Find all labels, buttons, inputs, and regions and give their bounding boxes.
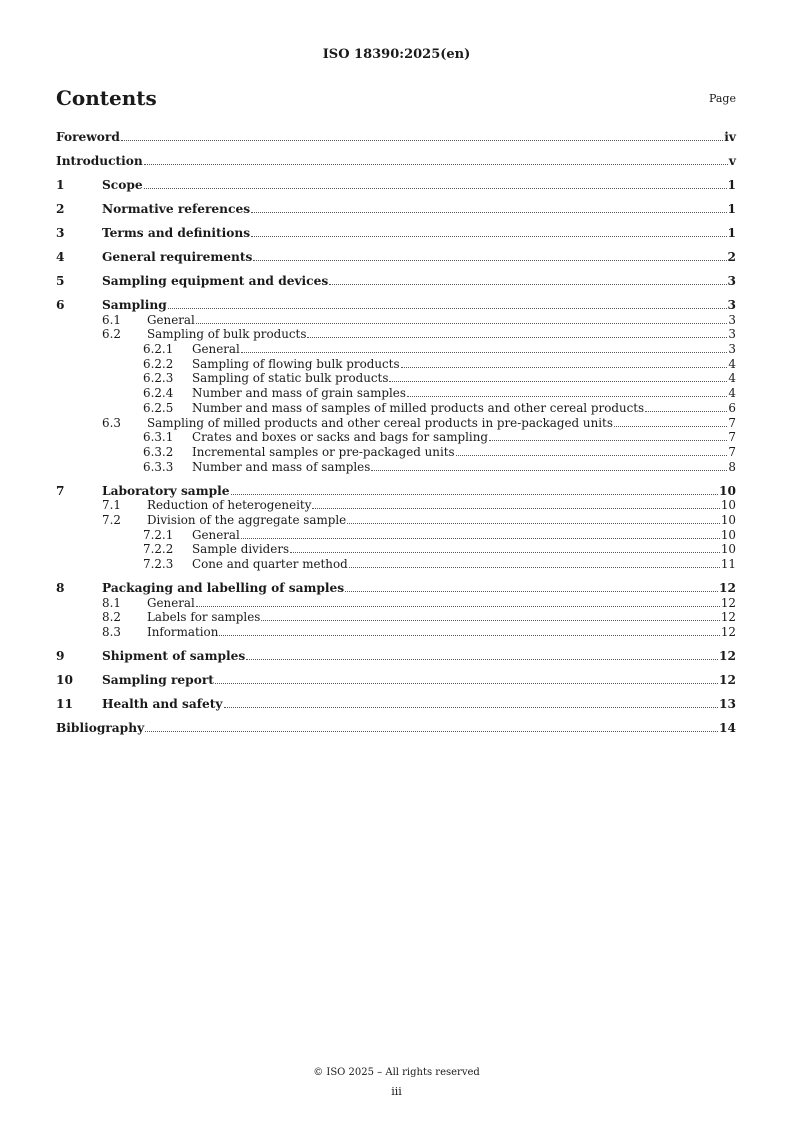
- toc-entry[interactable]: [56, 483, 736, 498]
- dot-leader: [307, 337, 727, 338]
- toc-entry-page: 12: [719, 581, 736, 595]
- toc-entry-page: iv: [724, 130, 736, 144]
- toc-entry-number: 6.3: [102, 415, 121, 430]
- toc-entry[interactable]: [56, 696, 736, 711]
- toc-entry-label: Crates and boxes or sacks and bags for sampling: [192, 430, 488, 445]
- toc-entry-page: 6: [728, 400, 736, 415]
- toc-entry-page: 10: [720, 542, 736, 557]
- toc-entry-page: 12: [720, 625, 736, 640]
- dot-leader: [371, 470, 727, 471]
- toc-entry-label: Sampling of flowing bulk products: [192, 356, 400, 371]
- toc-entry-label: Shipment of samples: [102, 649, 246, 664]
- dot-leader: [349, 567, 720, 568]
- toc-entry[interactable]: [56, 580, 736, 595]
- dot-leader: [231, 494, 719, 495]
- toc-entry[interactable]: [56, 249, 736, 264]
- toc-entry-number: 4: [56, 250, 65, 264]
- dot-leader: [215, 683, 718, 684]
- toc-entry[interactable]: [56, 312, 736, 327]
- dot-leader: [144, 164, 728, 165]
- toc-entry-number: 10: [56, 673, 73, 688]
- toc-entry-page: 10: [720, 512, 736, 527]
- toc-entry-page: 12: [719, 649, 736, 664]
- toc-entry-page: 8: [728, 459, 736, 474]
- toc-entry-page: 13: [719, 697, 736, 712]
- toc-entry-page: 12: [720, 595, 736, 610]
- toc-entry[interactable]: [56, 327, 736, 342]
- dot-leader: [614, 426, 727, 427]
- toc-entry-number: 7.2.3: [143, 557, 174, 571]
- toc-entry-label: Sampling: [102, 298, 167, 312]
- toc-entry-page: 11: [720, 557, 736, 571]
- table-of-contents: [56, 129, 736, 735]
- toc-entry-label: Division of the aggregate sample: [147, 512, 347, 527]
- toc-entry-label: Foreword: [56, 130, 120, 144]
- dot-leader: [168, 308, 727, 309]
- page-number: iii: [391, 1085, 402, 1098]
- toc-entry[interactable]: [56, 595, 736, 610]
- dot-leader: [251, 236, 726, 237]
- dot-leader: [401, 367, 728, 368]
- toc-entry-page: 3: [728, 342, 736, 357]
- toc-entry-number: 8.2: [102, 610, 121, 625]
- toc-entry-label: Sampling of milled products and other cereal products in pre-packaged units: [147, 415, 613, 430]
- toc-entry-number: 6.3.1: [143, 430, 174, 445]
- toc-entry-label: Cone and quarter method: [192, 557, 348, 571]
- toc-entry[interactable]: [56, 542, 736, 557]
- toc-entry[interactable]: [56, 512, 736, 527]
- toc-entry-label: Terms and definitions: [102, 226, 251, 240]
- toc-entry[interactable]: [56, 527, 736, 542]
- toc-entry[interactable]: [56, 415, 736, 430]
- dot-leader: [251, 212, 726, 213]
- toc-entry-number: 6.2.4: [143, 386, 174, 401]
- toc-entry-number: 5: [56, 274, 65, 288]
- toc-entry-number: 9: [56, 649, 65, 664]
- dot-leader: [389, 381, 727, 382]
- toc-entry-number: 6.1: [102, 312, 121, 327]
- dot-leader: [253, 260, 726, 261]
- dot-leader: [224, 707, 719, 708]
- toc-entry-label: General: [147, 595, 195, 610]
- toc-entry-number: 7.1: [102, 498, 121, 513]
- dot-leader: [144, 188, 727, 189]
- toc-entry-label: Sampling of static bulk products: [192, 371, 389, 386]
- toc-entry-label: Introduction: [56, 154, 143, 168]
- toc-entry-label: Sample dividers: [192, 542, 290, 557]
- toc-entry-number: 2: [56, 202, 65, 216]
- page-title: Contents: [56, 86, 157, 110]
- toc-entry-label: General requirements: [102, 250, 253, 264]
- toc-entry[interactable]: [56, 459, 736, 474]
- dot-leader: [489, 440, 727, 441]
- toc-entry-number: 6: [56, 298, 65, 312]
- toc-entry-page: 7: [728, 444, 736, 459]
- dot-leader: [121, 140, 723, 141]
- toc-entry-number: 6.2.3: [143, 371, 174, 386]
- toc-entry-label: General: [147, 312, 195, 327]
- toc-entry-number: 8.3: [102, 625, 121, 640]
- toc-entry-label: Number and mass of grain samples: [192, 386, 406, 401]
- toc-entry-number: 8: [56, 581, 65, 595]
- toc-entry-page: 2: [727, 250, 736, 264]
- toc-entry[interactable]: [56, 498, 736, 513]
- toc-entry-page: 4: [728, 386, 736, 401]
- toc-entry-page: 12: [720, 610, 736, 625]
- toc-entry-number: 6.2: [102, 327, 121, 342]
- toc-entry-label: Labels for samples: [147, 610, 261, 625]
- toc-entry-label: Number and mass of samples: [192, 459, 371, 474]
- dot-leader: [145, 731, 718, 732]
- copyright-footer: © ISO 2025 – All rights reserved: [313, 1067, 480, 1078]
- toc-entry[interactable]: [56, 430, 736, 445]
- dot-leader: [329, 284, 726, 285]
- toc-entry-label: Sampling equipment and devices: [102, 274, 329, 288]
- dot-leader: [241, 352, 728, 353]
- toc-entry-page: 7: [728, 430, 736, 445]
- toc-entry-page: 12: [719, 673, 736, 688]
- toc-entry-label: Laboratory sample: [102, 483, 230, 498]
- toc-entry-number: 7.2: [102, 512, 121, 527]
- dot-leader: [246, 659, 718, 660]
- toc-entry-number: 7.2.1: [143, 527, 174, 542]
- toc-entry[interactable]: [56, 297, 736, 312]
- dot-leader: [456, 455, 728, 456]
- dot-leader: [261, 620, 719, 621]
- toc-entry-page: 14: [719, 721, 736, 736]
- toc-entry-label: Sampling report: [102, 673, 214, 688]
- dot-leader: [290, 552, 720, 553]
- toc-entry[interactable]: [56, 672, 736, 687]
- toc-entry[interactable]: [56, 341, 736, 356]
- toc-entry-page: 3: [727, 274, 736, 288]
- dot-leader: [645, 411, 727, 412]
- dot-leader: [407, 396, 728, 397]
- toc-entry-number: 6.3.3: [143, 459, 174, 474]
- toc-entry-page: 1: [727, 178, 736, 192]
- toc-entry[interactable]: [56, 177, 736, 192]
- dot-leader: [312, 508, 719, 509]
- toc-entry-label: Bibliography: [56, 721, 145, 736]
- toc-entry-label: Packaging and labelling of samples: [102, 581, 345, 595]
- toc-entry-label: General: [192, 342, 240, 357]
- toc-entry[interactable]: [56, 610, 736, 625]
- toc-entry-page: 1: [727, 226, 736, 240]
- toc-entry-label: General: [192, 527, 240, 542]
- toc-entry[interactable]: [56, 225, 736, 240]
- toc-entry[interactable]: [56, 648, 736, 663]
- toc-entry-page: 4: [728, 356, 736, 371]
- toc-entry-number: 6.2.5: [143, 400, 174, 415]
- toc-entry-label: Information: [147, 625, 219, 640]
- toc-entry[interactable]: [56, 129, 736, 144]
- toc-entry-page: 3: [727, 298, 736, 312]
- toc-entry[interactable]: [56, 201, 736, 216]
- toc-entry-page: 1: [727, 202, 736, 216]
- toc-entry-number: 6.2.2: [143, 356, 174, 371]
- toc-entry-label: Sampling of bulk products: [147, 327, 307, 342]
- toc-entry[interactable]: [56, 720, 736, 735]
- toc-entry-number: 7: [56, 483, 65, 498]
- toc-entry-page: 7: [728, 415, 736, 430]
- toc-entry-page: 10: [720, 498, 736, 513]
- dot-leader: [241, 538, 720, 539]
- toc-entry-page: 4: [728, 371, 736, 386]
- toc-entry[interactable]: [56, 556, 736, 571]
- toc-entry[interactable]: [56, 356, 736, 371]
- toc-entry-label: Number and mass of samples of milled products and other cereal products: [192, 400, 645, 415]
- toc-entry-label: Incremental samples or pre-packaged units: [192, 444, 455, 459]
- toc-entry-number: 7.2.2: [143, 542, 174, 557]
- toc-entry-number: 3: [56, 226, 65, 240]
- toc-entry-page: 3: [728, 327, 736, 342]
- toc-entry[interactable]: [56, 371, 736, 386]
- toc-entry[interactable]: [56, 400, 736, 415]
- toc-entry-page: v: [728, 154, 736, 168]
- toc-entry-number: 8.1: [102, 595, 121, 610]
- dot-leader: [196, 323, 728, 324]
- toc-entry[interactable]: [56, 385, 736, 400]
- toc-entry-label: Health and safety: [102, 697, 223, 712]
- document-header: ISO 18390:2025(en): [322, 47, 471, 62]
- page-column-label: Page: [708, 92, 736, 105]
- toc-entry-number: 1: [56, 178, 65, 192]
- toc-entry[interactable]: [56, 153, 736, 168]
- toc-entry[interactable]: [56, 624, 736, 639]
- toc-entry-page: 10: [720, 527, 736, 542]
- toc-entry[interactable]: [56, 273, 736, 288]
- toc-entry[interactable]: [56, 444, 736, 459]
- dot-leader: [345, 591, 718, 592]
- dot-leader: [219, 635, 719, 636]
- toc-entry-number: 11: [56, 697, 73, 712]
- toc-entry-page: 3: [728, 312, 736, 327]
- toc-entry-page: 10: [719, 483, 736, 498]
- toc-entry-label: Reduction of heterogeneity: [147, 498, 312, 513]
- toc-entry-label: Normative references: [102, 202, 251, 216]
- toc-entry-number: 6.3.2: [143, 444, 174, 459]
- toc-entry-number: 6.2.1: [143, 342, 174, 357]
- dot-leader: [196, 606, 720, 607]
- dot-leader: [347, 523, 720, 524]
- toc-entry-label: Scope: [102, 178, 143, 192]
